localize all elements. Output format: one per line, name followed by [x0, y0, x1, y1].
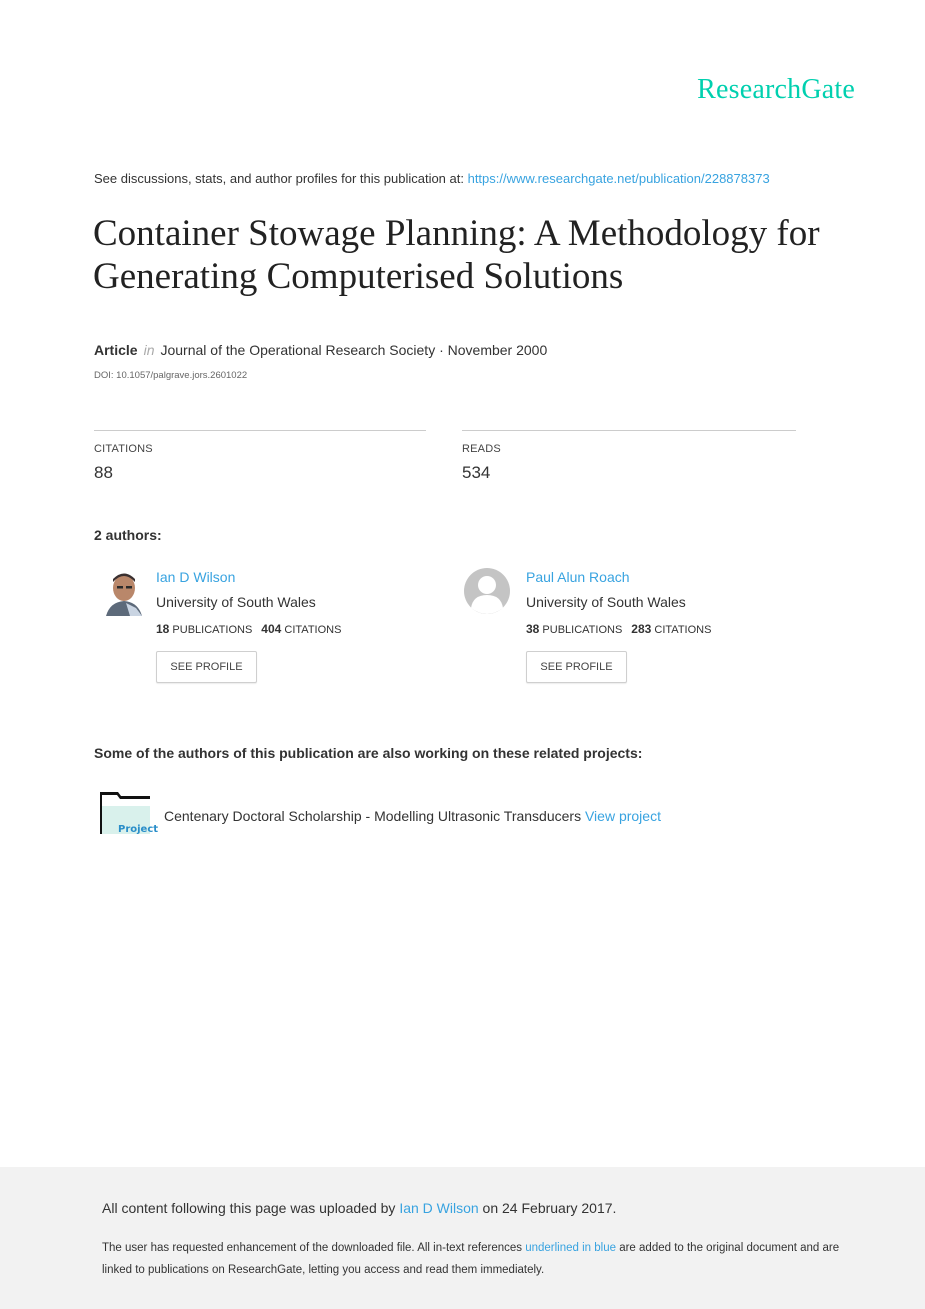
view-project-link[interactable]: View project	[584, 808, 661, 824]
discussion-prefix: See discussions, stats, and author profiles for this publication at:	[94, 171, 468, 186]
author-affiliation: University of South Wales	[156, 594, 316, 610]
publications-label: PUBLICATIONS	[542, 624, 623, 636]
citations-value: 88	[94, 463, 113, 482]
author-photo-avatar[interactable]	[102, 570, 148, 616]
publications-label: PUBLICATIONS	[172, 624, 253, 636]
author-name-link[interactable]: Ian D Wilson	[156, 569, 236, 585]
publications-count: 18	[156, 622, 170, 636]
footer-banner	[0, 1167, 925, 1309]
publication-type: Article	[94, 342, 138, 358]
uploader-link[interactable]: Ian D Wilson	[399, 1200, 479, 1216]
author-counts	[526, 622, 806, 636]
note-prefix: The user has requested enhancement of the downloaded file. All in-text references	[102, 1242, 526, 1254]
publications-count: 38	[526, 622, 540, 636]
citations-stat	[94, 430, 426, 483]
publication-venue: Journal of the Operational Research Society · November 2000	[160, 342, 548, 358]
project-title: Centenary Doctoral Scholarship - Modelling Ultrasonic Transducers	[164, 808, 582, 824]
authors-heading: 2 authors:	[94, 527, 162, 543]
project-text	[164, 808, 661, 824]
reads-label: READS	[462, 443, 501, 455]
default-user-avatar[interactable]	[464, 568, 510, 614]
reads-stat	[462, 430, 796, 483]
see-profile-button[interactable]: SEE PROFILE	[526, 651, 627, 683]
enhancement-note	[102, 1237, 842, 1281]
project-icon-label: Project	[118, 824, 159, 835]
related-projects-heading: Some of the authors of this publication are also working on these related projects:	[94, 745, 643, 761]
author-affiliation: University of South Wales	[526, 594, 686, 610]
citations-count: 283	[631, 622, 652, 636]
publication-title: Container Stowage Planning: A Methodology for Generating Computerised Solutions	[93, 213, 820, 297]
reads-value: 534	[462, 463, 491, 482]
publication-doi: DOI: 10.1057/palgrave.jors.2601022	[94, 370, 248, 381]
upload-line	[102, 1200, 616, 1216]
citations-label: CITATIONS	[94, 443, 153, 455]
author-name-link[interactable]: Paul Alun Roach	[526, 569, 630, 585]
related-project-item	[100, 792, 800, 834]
author-counts	[156, 622, 436, 636]
researchgate-logo[interactable]: ResearchGate	[697, 74, 855, 105]
publication-meta	[94, 342, 547, 358]
upload-prefix: All content following this page was uploaded by	[102, 1200, 400, 1216]
discussion-line	[94, 171, 770, 186]
note-suffix: are added to the original document and are linked to publications on ResearchGate, letting you access and read them immediately.	[102, 1242, 840, 1276]
note-link[interactable]: underlined in blue	[525, 1242, 617, 1254]
see-profile-button[interactable]: SEE PROFILE	[156, 651, 257, 683]
publication-url-link[interactable]: https://www.researchgate.net/publication/228878373	[467, 171, 770, 186]
citations-label: CITATIONS	[654, 624, 712, 636]
project-folder-icon[interactable]	[100, 792, 159, 835]
in-word: in	[143, 342, 155, 358]
citations-label: CITATIONS	[284, 624, 342, 636]
citations-count: 404	[261, 622, 282, 636]
upload-suffix: on 24 February 2017.	[478, 1200, 617, 1216]
